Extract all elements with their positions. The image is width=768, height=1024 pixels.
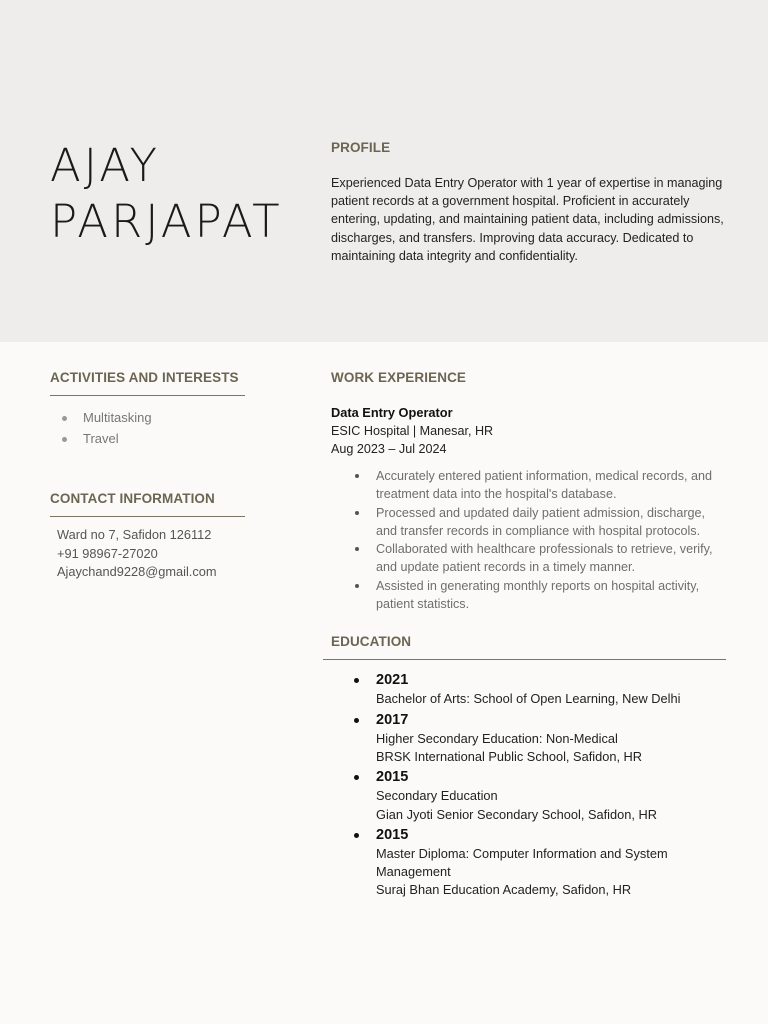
education-detail: Gian Jyoti Senior Secondary School, Safidon, HR xyxy=(376,806,657,822)
contact-details xyxy=(50,526,245,582)
education-entry xyxy=(331,826,726,900)
education-detail: Higher Secondary Education: Non-Medical xyxy=(376,730,618,746)
work-heading: WORK EXPERIENCE xyxy=(331,370,467,385)
contact-address: Ward no 7, Safidon 126112 xyxy=(57,527,212,542)
education-detail: Master Diploma: Computer Information and System Management xyxy=(376,845,668,880)
activities-list xyxy=(50,407,245,449)
education-year: 2015 xyxy=(376,769,409,786)
first-name: AJAY xyxy=(50,139,161,192)
contact-email: Ajaychand9228@gmail.com xyxy=(57,564,217,579)
education-heading: EDUCATION xyxy=(331,634,412,650)
education-year: 2017 xyxy=(376,711,409,728)
profile-summary: Experienced Data Entry Operator with 1 year of expertise in managing patient records at a government hospital. Proficient in accurately entering, updating, and maintaining patient data, including admissions, discharges, and transfers. Improving data accuracy. Dedicated to maintaining data integrity and confidentiality. xyxy=(331,176,724,263)
education-detail: BRSK International Public School, Safidon, HR xyxy=(376,748,643,764)
education-entry xyxy=(331,768,726,824)
education-year: 2015 xyxy=(376,826,409,843)
education-detail: Bachelor of Arts: School of Open Learning, New Delhi xyxy=(376,691,681,707)
job-duties-list xyxy=(331,467,726,613)
activity-item: Travel xyxy=(50,428,245,449)
education-entry xyxy=(331,671,726,708)
job-title: Data Entry Operator xyxy=(331,405,453,420)
education-detail: Suraj Bhan Education Academy, Safidon, HR xyxy=(376,882,632,898)
candidate-name xyxy=(50,138,283,250)
activities-heading: ACTIVITIES AND INTERESTS xyxy=(50,370,239,385)
contact-heading: CONTACT INFORMATION xyxy=(50,491,215,506)
education-entry xyxy=(331,711,726,767)
right-column xyxy=(331,370,726,902)
education-detail: Secondary Education xyxy=(376,788,498,804)
education-list xyxy=(331,671,726,899)
duty-item: Processed and updated daily patient admission, discharge, and transfer records in compliance with hospital protocols. xyxy=(331,504,726,541)
education-year: 2021 xyxy=(376,672,409,689)
job-dates: Aug 2023 – Jul 2024 xyxy=(331,442,447,456)
last-name: PARJAPAT xyxy=(50,195,283,248)
contact-phone: +91 98967-27020 xyxy=(57,545,158,561)
activities-divider xyxy=(50,395,245,396)
duty-item: Assisted in generating monthly reports on hospital activity, patient statistics. xyxy=(331,577,726,614)
contact-divider xyxy=(50,516,245,517)
job-employer: ESIC Hospital | Manesar, HR xyxy=(331,424,494,438)
left-column xyxy=(50,370,245,582)
activity-item: Multitasking xyxy=(50,407,245,428)
education-divider xyxy=(323,659,726,660)
duty-item: Collaborated with healthcare professionals to retrieve, verify, and update patient records in a timely manner. xyxy=(331,540,726,577)
profile-heading: PROFILE xyxy=(331,140,391,155)
duty-item: Accurately entered patient information, medical records, and treatment data into the hospital's database. xyxy=(331,467,726,504)
